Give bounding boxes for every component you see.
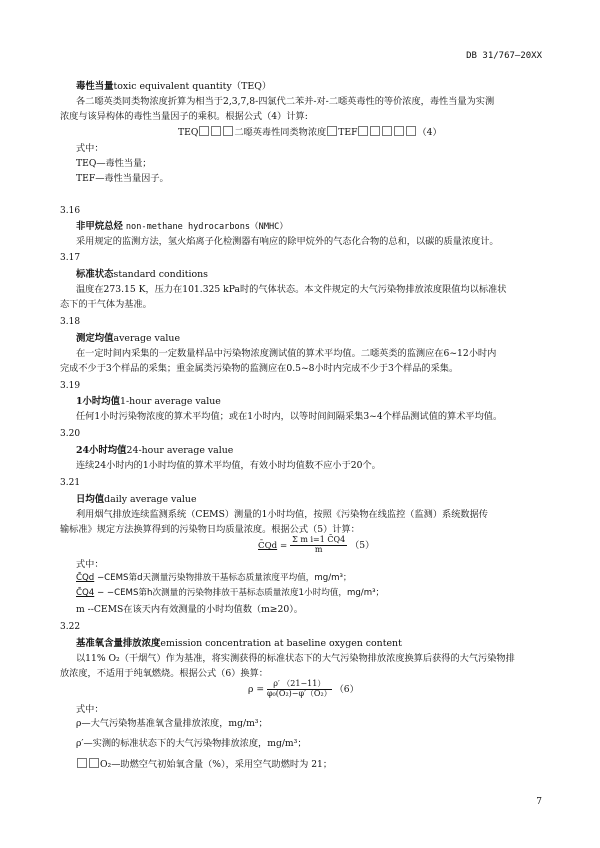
baseline-var-rho-prime: ρ′—实测的标准状态下的大气污染物排放浓度，mg/m³； — [76, 738, 307, 749]
daily-var-cqd — [76, 572, 550, 585]
glyph-box — [370, 126, 380, 136]
term-1hour-cn: 1小时均值 — [76, 396, 121, 407]
formula-6-lhs: ρ = — [248, 683, 265, 695]
term-average-cn: 测定均值 — [76, 333, 114, 344]
daily-var-cq4 — [76, 587, 550, 600]
daily-def-line2: 输标准》规定方法换算得到的污染物日均质量浓度。根据公式（5）计算： — [60, 524, 360, 535]
var-phi0-desc: O₂—助燃空气初始氧含量（%），采用空气助燃时为 21； — [100, 759, 333, 770]
standard-number: DB 31/767—20XX — [466, 51, 542, 61]
standard-def-line2: 态下的干气体为基准。 — [60, 299, 152, 310]
equals-glyph-box — [199, 126, 209, 136]
phi-glyph-box — [77, 758, 87, 768]
average-def-line1: 在一定时间内采集的一定数量样品中污染物浓度测试值的算术平均值。二噁英类的监测应在6~12小时内 — [76, 348, 497, 359]
baseline-where: 式中： — [76, 704, 104, 715]
term-baseline-cn: 基准氧含量排放浓度 — [76, 638, 161, 649]
formula-4-lhs: TEQ — [178, 127, 199, 138]
term-teq — [76, 80, 271, 95]
clause-number: 3.22 — [60, 622, 81, 632]
baseline-def-line1: 以11% O₂（干烟气）作为基准，将实测获得的标准状态下的大气污染物排放浓度换算后获得的大气污染物排 — [76, 653, 515, 664]
term-24hour-cn: 24小时均值 — [76, 445, 127, 456]
formula-5: C̄Qd = $\frac{\text{Σ m i=1 C̄Q4}}{m}$ （5） — [258, 535, 375, 554]
teq-var-teq: TEQ—毒性当量； — [76, 158, 152, 169]
daily-var-m: m --CEMS在该天内有效测量的小时均值数（m≥20）。 — [76, 604, 303, 615]
page-number: 7 — [536, 797, 542, 808]
formula-4 — [178, 126, 442, 140]
glyph-box — [406, 126, 416, 136]
formula-4-conc: 二噁英毒性同类物浓度 — [234, 127, 327, 138]
formula-6-number: （6） — [334, 683, 359, 695]
clause-number: 3.20 — [60, 429, 81, 439]
term-standard-cn: 标准状态 — [76, 269, 114, 280]
clause-number: 3.17 — [60, 253, 81, 263]
term-teq-en: toxic equivalent quantity（TEQ） — [113, 81, 272, 92]
formula-6-fraction — [267, 680, 332, 699]
formula-5-lhs: C̄Qd — [258, 540, 278, 551]
term-24hour — [76, 444, 233, 459]
term-baseline-oxygen — [76, 637, 402, 652]
var-cq4-desc: − −CEMS第h次测量的污染物排放干基标态质量浓度1小时均值，mg/m³； — [96, 588, 385, 598]
baseline-var-phi0 — [76, 758, 550, 772]
formula-6 — [248, 680, 359, 699]
standard-def-line1: 温度在273.15 K，压力在101.325 kPa时的气体状态。本文件规定的大气污染物排放浓度限值均以标准状 — [76, 284, 507, 295]
teq-var-tef: TEF—毒性当量因子。 — [76, 173, 169, 184]
times-glyph-box — [327, 126, 337, 136]
teq-def-line2: 浓度与该异构体的毒性当量因子的乘积。根据公式（4）计算: — [60, 111, 308, 122]
baseline-var-rho: ρ—大气污染物基准氧含量排放浓度，mg/m³； — [76, 718, 268, 729]
clause-number: 3.21 — [60, 478, 81, 488]
term-nmhc-cn: 非甲烷总烃 — [76, 221, 123, 232]
1hour-def: 任何1小时污染物浓度的算术平均值；或在1小时内，以等时间间隔采集3~4个样品测试值的算术平均值。 — [76, 411, 503, 422]
term-daily-en: daily average value — [104, 494, 197, 505]
formula-4-tef: TEF — [338, 127, 358, 138]
clause-number: 3.18 — [60, 317, 81, 327]
average-def-line2: 完成不少于3个样品的采集；重金属类污染物的监测应在0.5~8小时内完成不少于3个样品的采集。 — [60, 363, 459, 374]
phi-glyph-box — [89, 758, 99, 768]
term-standard-en: standard conditions — [113, 269, 208, 280]
bracket-glyph-box — [223, 126, 233, 136]
glyph-box — [382, 126, 392, 136]
daily-def-line1: 利用烟气排放连续监测系统（CEMS）测量的1小时均值，按照《污染物在线监控（监测）系统数据传 — [76, 509, 488, 520]
term-daily — [76, 493, 197, 508]
nmhc-def: 采用规定的监测方法，氢火焰离子化检测器有响应的除甲烷外的气态化合物的总和，以碳的质量浓度计。 — [76, 236, 499, 247]
term-nmhc-en: non-methane hydrocarbons（NMHC） — [125, 222, 288, 232]
glyph-box — [358, 126, 368, 136]
sum-glyph-box — [211, 126, 221, 136]
term-average-en: average value — [113, 333, 181, 344]
glyph-box — [394, 126, 404, 136]
24hour-def: 连续24小时内的1小时均值的算术平均值，有效小时均值数不应小于20个。 — [76, 460, 381, 471]
var-cqd-desc: −CEMS第d天测量污染物排放干基标态质量浓度平均值，mg/m³； — [96, 573, 352, 583]
daily-where: 式中： — [76, 559, 104, 570]
term-standard-conditions — [76, 268, 208, 283]
term-1hour — [76, 395, 221, 410]
teq-where: 式中： — [76, 143, 104, 154]
var-cq4-symbol: C̄Q4 — [76, 588, 95, 598]
term-average-value — [76, 332, 180, 347]
formula-5-fraction — [290, 536, 347, 555]
var-cqd-symbol: C̄Qd — [76, 573, 95, 583]
formula-5-denominator: m — [314, 544, 323, 554]
term-nmhc — [76, 220, 288, 235]
formula-6-denominator: φ₀(O₂)−φ′（O₂） — [266, 688, 332, 698]
formula-4-number: （4） — [417, 127, 442, 138]
formula-5-numerator: Σ m i=1 C̄Q4 — [292, 535, 346, 544]
teq-def-line1: 各二噁英类同类物浓度折算为相当于2,3,7,8-四氯代二苯并-对-二噁英毒性的等价浓度，毒性当量为实测 — [76, 96, 495, 107]
formula-6-numerator: ρ′ （21−11） — [267, 680, 332, 690]
term-baseline-en: emission concentration at baseline oxygen content — [160, 638, 402, 649]
clause-number: 3.16 — [60, 206, 81, 216]
clause-number: 3.19 — [60, 381, 81, 391]
formula-5-number: （5） — [350, 539, 375, 551]
baseline-def-line2: 放浓度，不适用于纯氧燃烧。根据公式（6）换算： — [60, 668, 268, 679]
term-1hour-en: 1-hour average value — [120, 396, 221, 407]
term-daily-cn: 日均值 — [76, 494, 105, 505]
term-teq-cn: 毒性当量 — [76, 81, 114, 92]
term-24hour-en: 24-hour average value — [126, 445, 234, 456]
